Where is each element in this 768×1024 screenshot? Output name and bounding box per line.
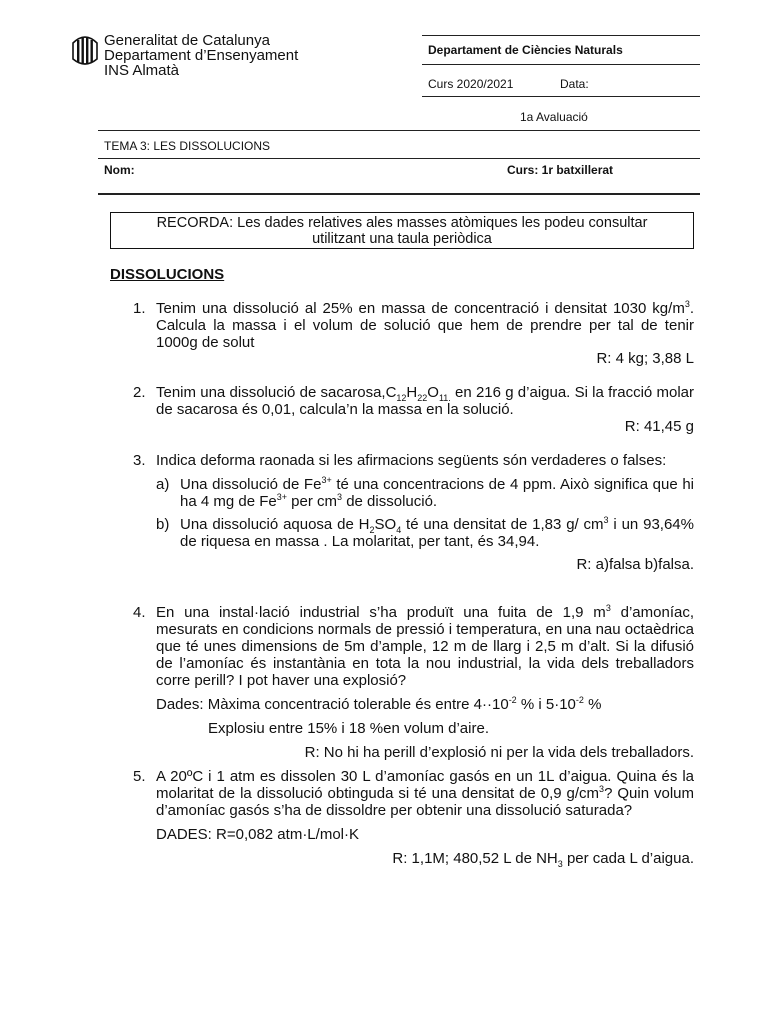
exercise-3a-text: Una dissolució de $Fe^{3+}$ té una concentracions de 4 ppm. Això significa que hi ha 4 mg de $Fe^{3+}$ per $cm^3$ de dissolució.	[180, 475, 694, 510]
organization-name	[104, 33, 298, 78]
exercise-number: 3.	[133, 452, 146, 469]
exercise-number: 2.	[133, 384, 146, 401]
exercise-5-data: DADES: R=0,082 atm·L/mol·K	[156, 826, 359, 843]
exercise-5-answer: R: 1,1M; 480,52 L de $NH_3$ per cada L d’aigua.	[392, 850, 694, 869]
header-divider	[98, 193, 700, 195]
header-divider	[422, 64, 700, 65]
exercise-4-answer: R: No hi ha perill d’explosió ni per la vida dels treballadors.	[304, 744, 694, 761]
exercise-3-text: Indica deforma raonada si les afirmacions següents són verdaderes o falses:	[156, 452, 667, 469]
exercise-2-text: Tenim una dissolució de $sacarosa,C_{12}H_{22}O_{11.}$ en 216 g d’aigua. Si la fracció molar de sacarosa és 0,01, calcula’n la massa en la solució.	[156, 384, 694, 418]
exercise-3b-text: Una dissolució aquosa de $H_2SO_4$ té una densitat de 1,83 g/ $cm^3$ i un 93,64% de riquesa en massa . La molaritat, per tant, és 34,94.	[180, 515, 694, 550]
exercise-3-answer: R: a)falsa b)falsa.	[576, 556, 694, 573]
exercise-4-data-line-2: Explosiu entre 15% i 18 %en volum d’aire.	[208, 720, 489, 737]
exercise-4-text: En una instal·lació industrial s’ha produït una fuita de 1,9 $m^3$ d’amoníac, mesurats en condicions normals de pressió i temperatura, en una nau octaèdrica que té unes dimensions de 5m d’ample, 12 m de llarg i 2,5 m d’alt. Si la difusió de l’amoníac és instantània en tota la nou industrial, la vida dels treballadors corre perill? I pot haver una explosió?	[156, 603, 694, 689]
exercise-1-answer: R: 4 kg; 3,88 L	[596, 350, 694, 367]
item-label: b)	[156, 516, 170, 533]
exercise-number: 5.	[133, 768, 146, 785]
org-line-1: Generalitat de Catalunya	[104, 32, 270, 49]
header-divider	[98, 158, 700, 159]
name-label: Nom:	[104, 163, 135, 177]
exercise-1-text: Tenim una dissolució al 25% en massa de concentració i densitat 1030 $kg/m^3$. Calcula la massa i el volum de solució que hem de prendre per tal de tenir 1000g de solut	[156, 299, 694, 351]
header-divider	[98, 130, 700, 131]
section-title: DISSOLUCIONS	[110, 266, 225, 283]
exercise-number: 1.	[133, 300, 146, 317]
header-divider	[422, 96, 700, 97]
course-label: Curs: 1r batxillerat	[507, 163, 614, 177]
reminder-box	[110, 212, 694, 249]
date-label: Data:	[560, 77, 589, 91]
topic-title: TEMA 3: LES DISSOLUCIONS	[104, 139, 271, 153]
course-year: Curs 2020/2021	[428, 77, 514, 91]
exercise-5-text: A 20ºC i 1 atm es dissolen 30 L d’amoníac gasós en un 1L d’aigua. Quina és la molaritat de la dissolució obtinguda si té una densitat de 0,9 $g/cm^3$? Quin volum d’amoníac gasós s’ha de dissoldre per obtenir una dissolució saturada?	[156, 768, 695, 819]
item-label: a)	[156, 476, 170, 493]
org-line-2: Departament d’Ensenyament	[104, 47, 299, 64]
exercise-2-answer: R: 41,45 g	[624, 418, 694, 435]
department-name: Departament de Ciències Naturals	[428, 43, 623, 57]
evaluation-label: 1a Avaluació	[520, 110, 588, 124]
generalitat-logo-icon	[70, 33, 100, 67]
org-line-3: INS Almatà	[104, 62, 180, 79]
header-divider	[422, 35, 700, 36]
reminder-line-1: RECORDA: Les dades relatives ales masses atòmiques les podeu consultar	[156, 215, 648, 231]
reminder-line-2: utilitzant una taula periòdica	[312, 231, 492, 247]
exercise-number: 4.	[133, 604, 146, 621]
exercise-4-data: Dades: Màxima concentració tolerable és entre $4\cdot\cdot 10^{-2}$ % i $5\cdot 10^{-2}$ %	[156, 695, 602, 713]
